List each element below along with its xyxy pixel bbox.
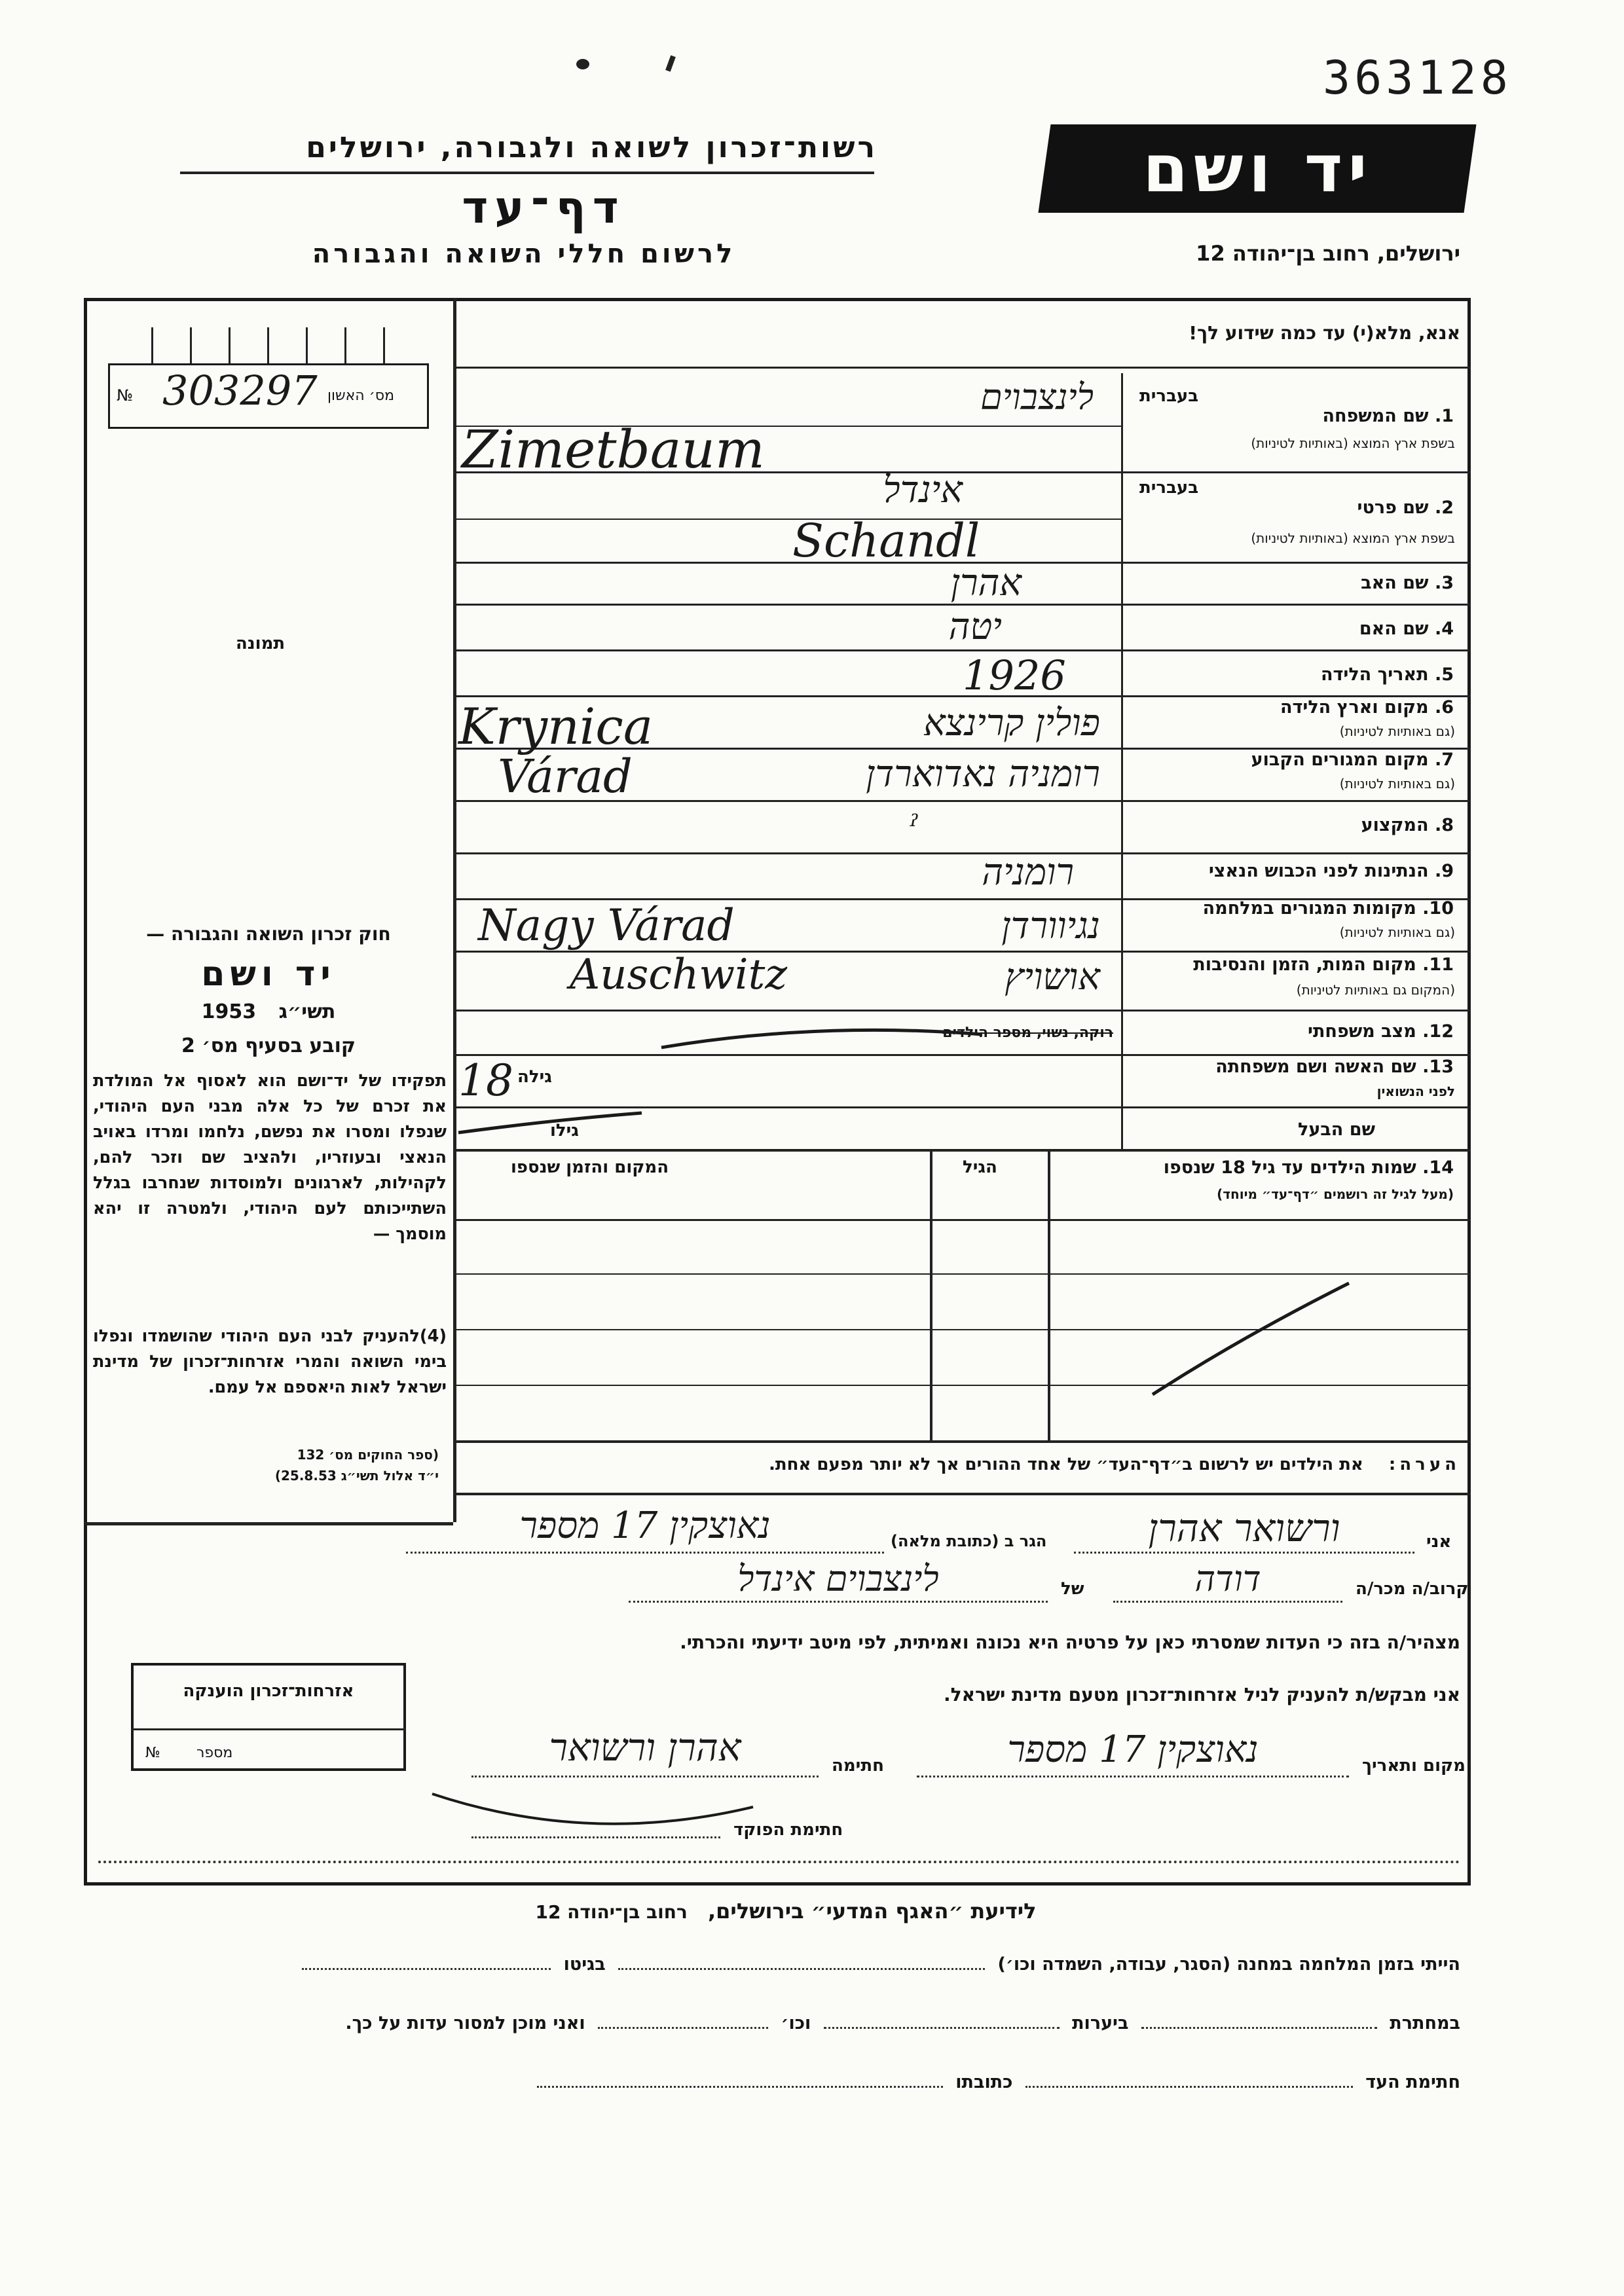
form-subtitle: לרשום חללי השואה והגבורה: [312, 239, 736, 269]
footer-etc-label: וכו׳: [781, 2013, 811, 2033]
law-year-heb: תשי״ג: [278, 1000, 336, 1023]
law-ref-1: (ספר החוקים מס׳ 132: [297, 1447, 439, 1463]
citizenship-title: אזרחות־זכרון הוענקה: [183, 1681, 354, 1701]
field-2-hebrew-value: אינדל: [883, 469, 963, 511]
footer-ghetto-label: בגיטו: [563, 1954, 606, 1975]
field-11-num: 11.: [1422, 955, 1454, 975]
field-1-title: שם המשפחה: [1322, 406, 1429, 426]
note-label: הערה:: [1388, 1455, 1460, 1474]
decl-ani: אני: [1426, 1532, 1452, 1552]
decl-place-date-label: מקום ותאריך: [1362, 1756, 1466, 1776]
children-title: שמות הילדים עד גיל 18 שנספו: [1163, 1157, 1416, 1178]
field-1-sub: בשפת ארץ המוצא (באותיות לטיניות): [1251, 435, 1455, 451]
field-13-age-value: 18: [458, 1055, 513, 1106]
law-clause: קובע בסעיף מס׳ 2: [181, 1034, 356, 1057]
children-sub: (מעל לגיל זה רושמים ״דף־עד״ מיוחד): [1217, 1186, 1454, 1202]
field-6-hebrew-value: פולין קרינצא: [923, 702, 1100, 744]
field-4-num: 4.: [1434, 619, 1454, 639]
footer-address: רחוב בן־יהודה 12: [535, 1901, 688, 1923]
decl-address-label: הגר ב (כתובת מלאה): [891, 1532, 1047, 1550]
law-title: חוק זכרון השואה והגבורה —: [146, 923, 391, 945]
file-number-no-mark: №: [117, 386, 133, 405]
field-5-title: תאריך הלידה: [1320, 665, 1429, 685]
law-tail: (4)להעניק לבני העם היהודי שהושמדו ונפלו בימי השואה והמרי אזרחות־זכרון של מדינת ישראל לאות היאספם אל עמם.: [93, 1326, 447, 1397]
citizenship-number-label: מספר: [196, 1745, 233, 1761]
decl-place-date-value: נאוצקין 17 מספר: [1007, 1728, 1259, 1771]
instructions-text: אנא, מלא(י) עד כמה שידוע לך!: [1189, 322, 1460, 344]
field-6-num: 6.: [1434, 697, 1454, 718]
field-2-sub: בשפת ארץ המוצא (באותיות לטיניות): [1251, 530, 1455, 546]
field-9-title: הנתינות לפני הכבוש הנאצי: [1208, 861, 1429, 881]
field-4-value: יטה: [948, 606, 1002, 648]
logo-text: יד ושם: [1142, 130, 1373, 207]
field-11-hebrew-value: אושויץ: [1005, 956, 1100, 998]
file-number-label: מס׳ האשון: [327, 388, 395, 404]
footer-address-label: כתובתו: [955, 2072, 1013, 2092]
decl-signature-label: חתימה: [832, 1756, 884, 1776]
archive-number: 363128: [1323, 51, 1512, 105]
field-10-num: 10.: [1422, 898, 1454, 919]
children-age-col: הגיל: [963, 1157, 997, 1177]
signature-flourish: [432, 1794, 753, 1824]
footer-camp-text: הייתי בזמן המלחמה במחנה (הסגר, עבודה, השמדה וכו׳): [997, 1954, 1460, 1975]
org-name: רשות־זכרון לשואה ולגבורה, ירושלים: [306, 131, 877, 164]
field-2-num: 2.: [1434, 498, 1454, 518]
law-name: יד ושם: [201, 955, 336, 994]
file-number-value: 303297: [162, 367, 318, 414]
decl-official-label: חתימת הפוקד: [733, 1820, 843, 1840]
field-3-num: 3.: [1434, 573, 1454, 593]
decl-relative-label: קרוב/ה מכר/ה: [1356, 1579, 1469, 1599]
field-10-latin-value: Nagy Várad: [478, 900, 735, 951]
field-12-num: 12.: [1422, 1021, 1454, 1042]
field-7-title: מקום המגורים הקבוע: [1251, 750, 1429, 770]
husband-label: שם הבעל: [1297, 1120, 1375, 1140]
field-11-sub: (המקום גם באותיות לטיניות): [1296, 982, 1455, 998]
field-13-title: שם האשה ושם משפחתה: [1215, 1057, 1416, 1077]
field-10-hebrew-value: נגיוורדן: [1001, 905, 1100, 947]
field-10-title: מקומות המגורים במלחמה: [1202, 898, 1416, 919]
footer-forest-label: ביערות: [1072, 2013, 1129, 2033]
field-11-latin-value: Auschwitz: [570, 951, 788, 999]
form-title: דף־עד: [462, 182, 625, 234]
strike-row-12: [661, 1030, 982, 1048]
decl-of-value: לינצבוים אינדל: [737, 1558, 939, 1599]
field-1-latin-value: Zimetbaum: [462, 419, 765, 480]
children-place-col: המקום והזמן שנספו: [511, 1157, 669, 1177]
field-12-inline: רוקה, נשוי, מספר הילדים: [942, 1025, 1113, 1041]
field-13-num: 13.: [1422, 1057, 1454, 1077]
decl-address-value: נאוצקין 17 מספר: [519, 1504, 771, 1547]
law-ref-2: י״ד אלול תשי״ג 25.8.53): [274, 1468, 439, 1484]
field-6-latin-value: Krynica: [458, 697, 654, 756]
decl-of-label: של: [1061, 1579, 1084, 1599]
decl-signature-value: אהרן ורשואר: [549, 1725, 741, 1770]
photo-label: תמונה: [236, 634, 286, 653]
strike-children: [1153, 1283, 1349, 1394]
field-7-sub: (גם באותיות לטיניות): [1339, 776, 1455, 792]
field-9-value: רומניה: [982, 851, 1074, 894]
decl-relation-value: דודה: [1194, 1558, 1261, 1599]
strike-husband-age: [458, 1113, 642, 1133]
footer-hiding-label: במחתרת: [1390, 2013, 1460, 2033]
field-9-num: 9.: [1434, 861, 1454, 881]
field-8-num: 8.: [1434, 815, 1454, 835]
header-address: ירושלים, רחוב בן־יהודה 12: [1196, 241, 1460, 266]
field-10-sub: (גם באותיות לטיניות): [1339, 924, 1455, 940]
field-5-value: 1926: [963, 651, 1066, 699]
note-text: את הילדים יש לרשום ב״דף־העד״ של אחד ההורים אך לא יותר מפעם אחת.: [768, 1455, 1363, 1474]
field-1-hebrew-value: לינצבוים: [980, 376, 1094, 418]
field-12-title: מצב משפחתי: [1308, 1021, 1416, 1042]
field-13-sub: לפני הנשואין: [1376, 1084, 1455, 1099]
decl-request: אני מבקש/ת להעניק לניל אזרחות־זכרון מטעם מדינת ישראל.: [944, 1684, 1460, 1705]
field-1-num: 1.: [1434, 406, 1454, 426]
field-6-title: מקום וארץ הלידה: [1280, 697, 1429, 718]
field-2-title: שם פרטי: [1357, 498, 1429, 518]
field-2-latin-value: Schandl: [792, 514, 980, 568]
citizenship-no-mark: №: [145, 1745, 160, 1761]
row-2-hebrew-marker: בעברית: [1139, 478, 1199, 498]
row-1-hebrew-marker: בעברית: [1139, 386, 1199, 406]
field-7-latin-value: Várad: [498, 750, 633, 803]
field-4-title: שם האם: [1359, 619, 1429, 639]
field-7-hebrew-value: רומניה נאדוארדן: [866, 753, 1100, 795]
field-7-num: 7.: [1434, 750, 1454, 770]
field-13-age-label: גילה: [517, 1067, 552, 1087]
field-3-value: אהרן: [950, 562, 1022, 604]
field-8-mark: ˀ: [910, 809, 919, 844]
husband-age-label: גילו: [550, 1121, 579, 1140]
decl-name-value: ורשואר אהרן: [1148, 1506, 1340, 1550]
field-6-sub: (גם באותיות לטיניות): [1339, 723, 1455, 739]
field-8-title: המקצוע: [1361, 815, 1429, 835]
footer-ready-label: ואני מוכן למסור עדות על כך.: [345, 2013, 585, 2033]
footer-witness-sig-label: חתימת העד: [1365, 2072, 1460, 2092]
decl-statement: מצהיר/ה בזה כי העדות שמסרתי כאן על פרטיה היא נכונה ואמיתית, לפי מיטב ידיעתי והכרתי.: [680, 1631, 1460, 1653]
field-3-title: שם האב: [1361, 573, 1429, 593]
field-5-num: 5.: [1434, 665, 1454, 685]
field-11-title: מקום המות, הזמן והנסיבות: [1193, 955, 1416, 975]
law-year-greg: 1953: [201, 1000, 257, 1023]
children-num: 14.: [1422, 1157, 1454, 1178]
law-body: תפקידו של יד־ושם הוא לאסוף אל המולדת את זכרם של כל אלה מבני העם היהודי, שנפלו ומסרו את נפשם, נלחמו ומרדו באויב הנאצי ובעוזריו, ולהציב שם וזכר להם, לקהילות, לארגונים ולמוסדות שנחרבו בגלל השתייכותם לעם היהודי, ולמטרה זו יהא מוסמך —: [93, 1071, 447, 1244]
footer-notice: לידיעת ״האגף המדעי״ בירושלים,: [707, 1899, 1037, 1923]
